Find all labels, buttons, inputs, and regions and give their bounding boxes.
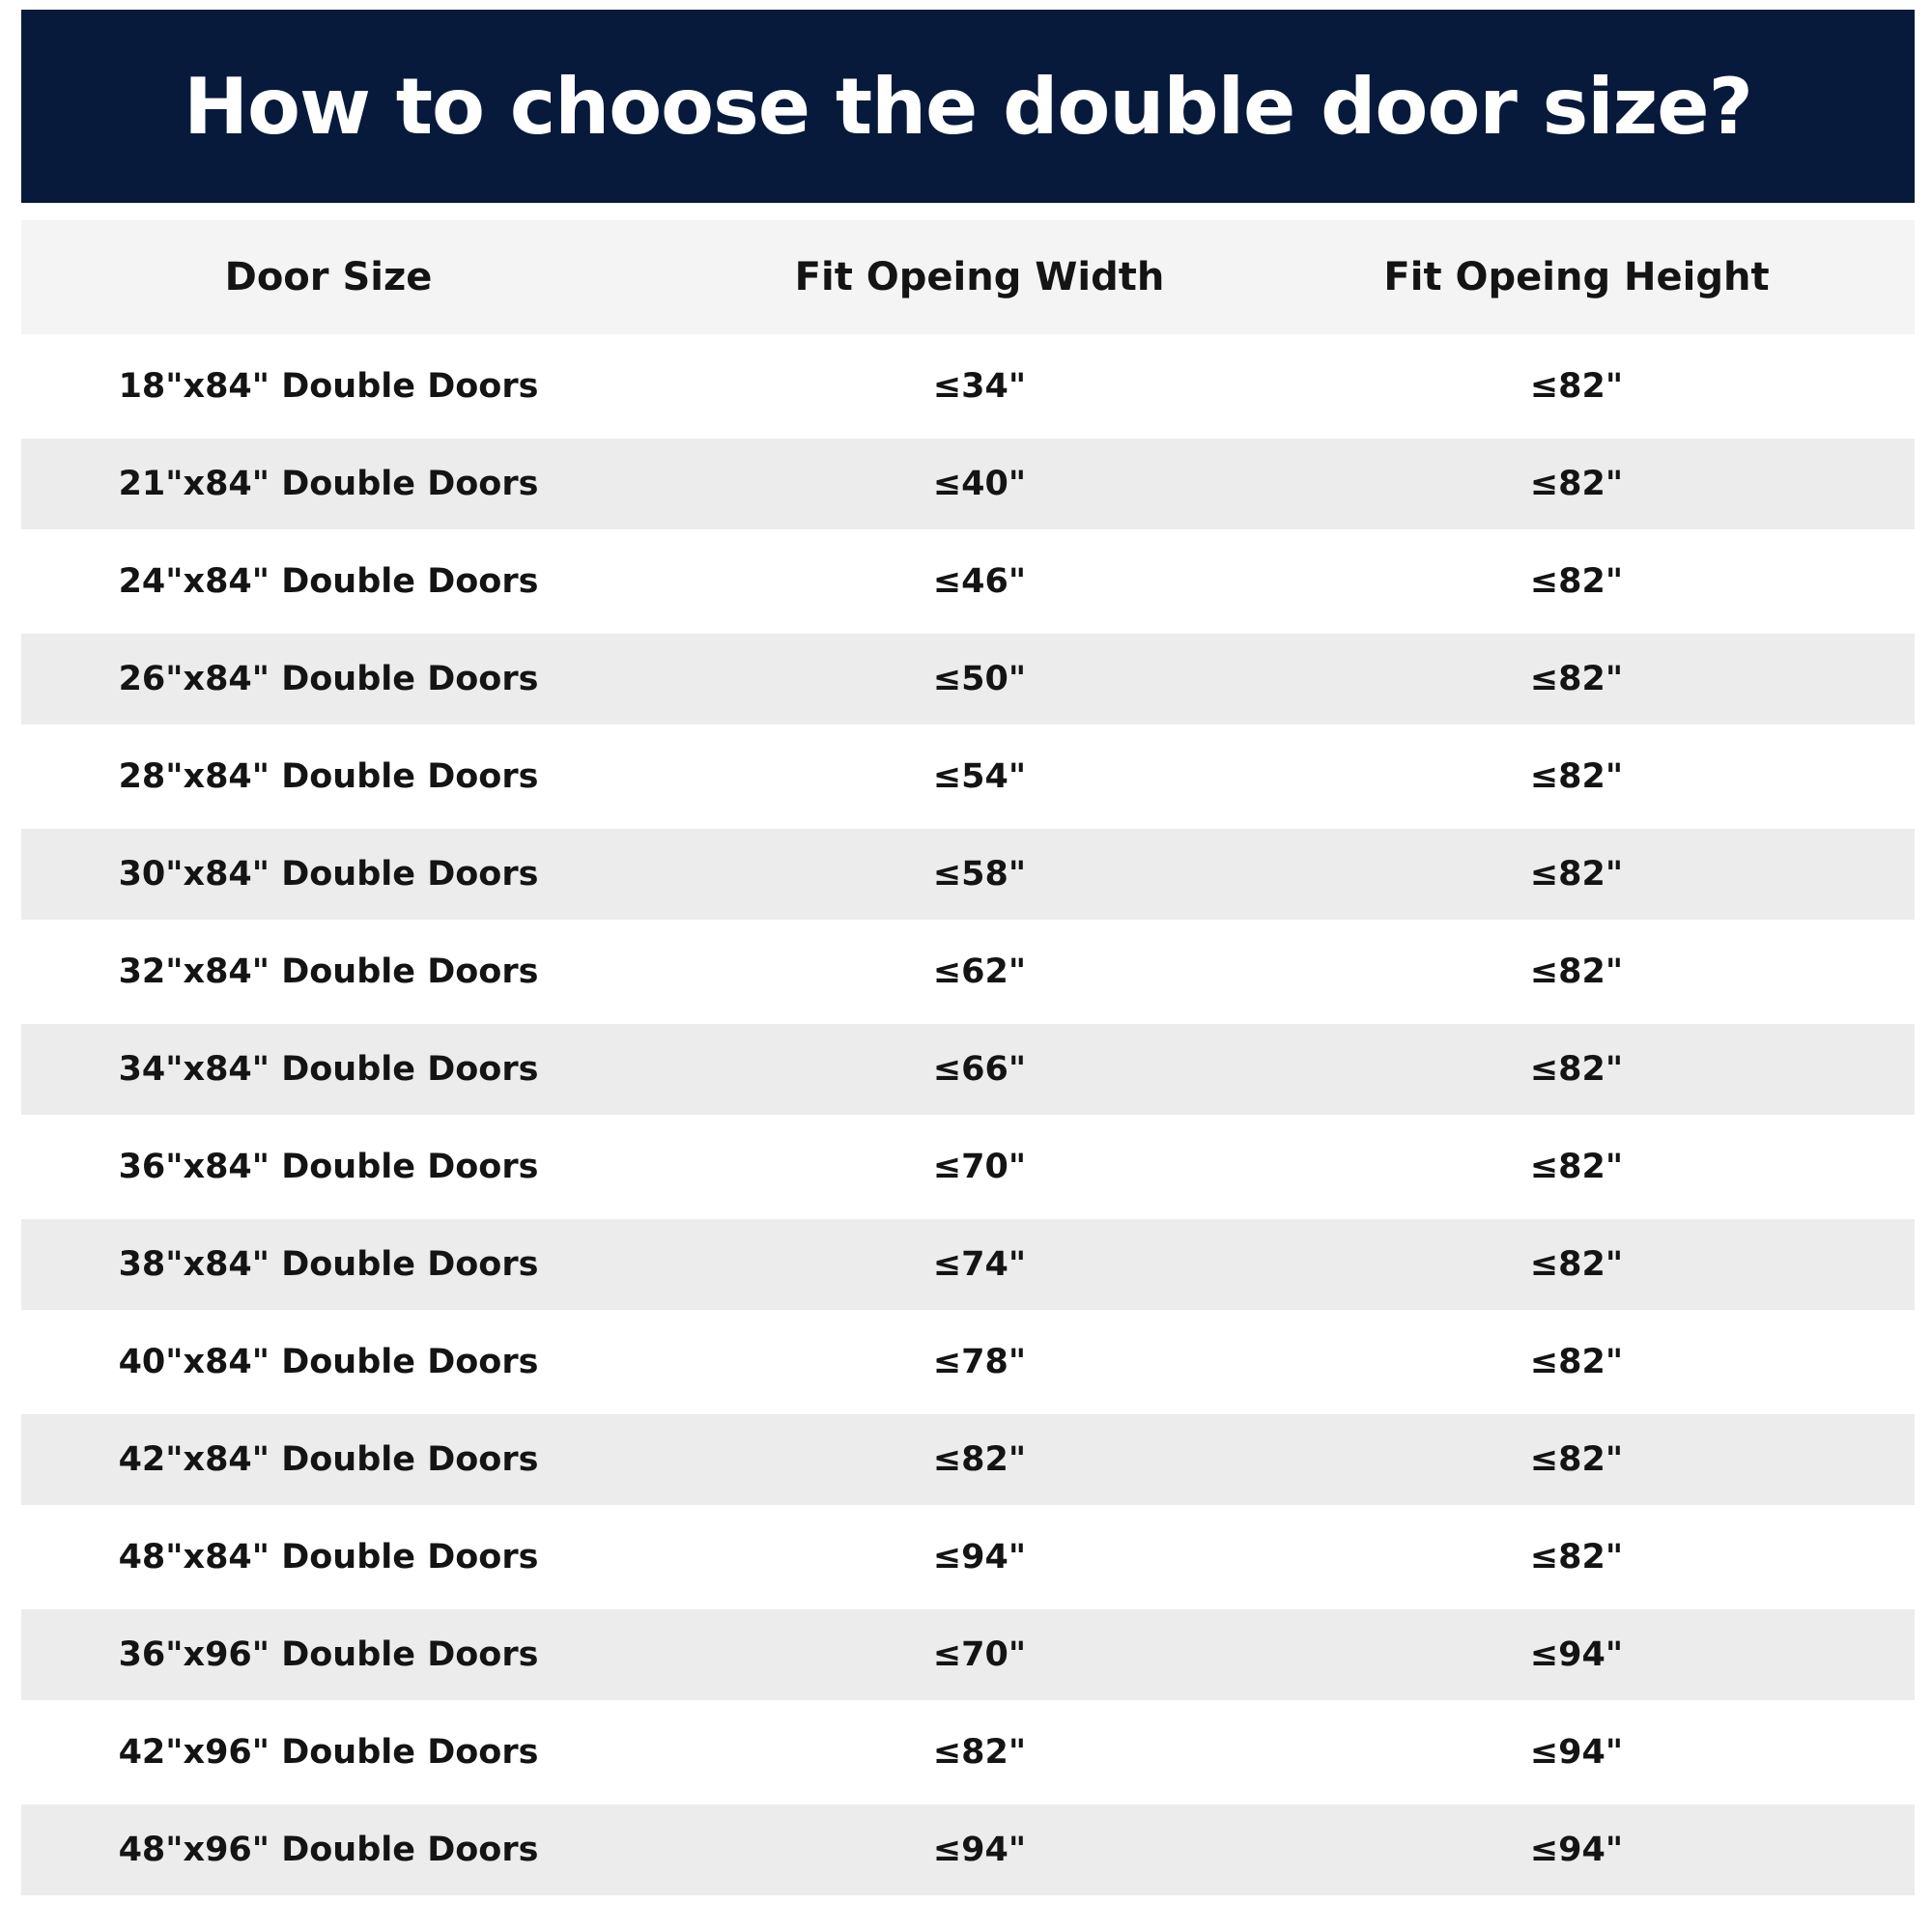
fit-width-cell: ≤58" (932, 855, 1027, 894)
fit-height-cell: ≤82" (1529, 952, 1624, 991)
fit-width-cell: ≤74" (932, 1245, 1027, 1284)
fit-height-cell: ≤82" (1529, 855, 1624, 894)
fit-height-cell: ≤82" (1529, 660, 1624, 698)
door-size-cell: 30"x84" Double Doors (118, 855, 539, 894)
table-row (21, 1804, 1915, 1895)
door-size-table (21, 220, 1915, 1895)
header-fit-opening-width: Fit Opeing Width (794, 255, 1165, 299)
table-row (21, 1700, 1915, 1804)
fit-height-cell: ≤82" (1529, 1538, 1624, 1577)
door-size-cell: 48"x84" Double Doors (118, 1538, 539, 1577)
fit-height-cell: ≤82" (1529, 1440, 1624, 1479)
door-size-cell: 32"x84" Double Doors (118, 952, 539, 991)
table-row (21, 1219, 1915, 1310)
door-size-cell: 42"x84" Double Doors (118, 1440, 539, 1479)
table-row (21, 829, 1915, 920)
page-title: How to choose the double door size? (184, 61, 1752, 152)
table-row (21, 529, 1915, 634)
fit-height-cell: ≤94" (1529, 1733, 1624, 1772)
table-row (21, 1115, 1915, 1219)
door-size-cell: 24"x84" Double Doors (118, 562, 539, 601)
fit-width-cell: ≤94" (932, 1538, 1027, 1577)
fit-width-cell: ≤70" (932, 1635, 1027, 1674)
door-size-cell: 48"x96" Double Doors (118, 1831, 539, 1869)
door-size-cell: 40"x84" Double Doors (118, 1343, 539, 1381)
fit-height-cell: ≤82" (1529, 562, 1624, 601)
fit-width-cell: ≤70" (932, 1148, 1027, 1186)
fit-height-cell: ≤94" (1529, 1831, 1624, 1869)
fit-width-cell: ≤54" (932, 757, 1027, 796)
table-row (21, 334, 1915, 439)
fit-height-cell: ≤82" (1529, 1343, 1624, 1381)
table-row (21, 439, 1915, 529)
fit-height-cell: ≤82" (1529, 1148, 1624, 1186)
fit-height-cell: ≤82" (1529, 1245, 1624, 1284)
door-size-cell: 36"x84" Double Doors (118, 1148, 539, 1186)
title-banner (21, 10, 1915, 203)
header-door-size: Door Size (224, 255, 433, 299)
fit-width-cell: ≤34" (932, 367, 1027, 406)
fit-width-cell: ≤62" (932, 952, 1027, 991)
fit-width-cell: ≤82" (932, 1733, 1027, 1772)
table-row (21, 1505, 1915, 1609)
table-row (21, 634, 1915, 724)
table-row (21, 1310, 1915, 1414)
door-size-cell: 21"x84" Double Doors (118, 465, 539, 503)
fit-width-cell: ≤82" (932, 1440, 1027, 1479)
table-row (21, 724, 1915, 829)
fit-width-cell: ≤78" (932, 1343, 1027, 1381)
door-size-cell: 38"x84" Double Doors (118, 1245, 539, 1284)
table-header-row (21, 220, 1915, 334)
door-size-cell: 18"x84" Double Doors (118, 367, 539, 406)
table-row (21, 920, 1915, 1024)
fit-height-cell: ≤82" (1529, 757, 1624, 796)
fit-width-cell: ≤94" (932, 1831, 1027, 1869)
header-fit-opening-height: Fit Opeing Height (1383, 255, 1770, 299)
door-size-cell: 34"x84" Double Doors (118, 1050, 539, 1089)
door-size-cell: 26"x84" Double Doors (118, 660, 539, 698)
table-row (21, 1414, 1915, 1505)
door-size-cell: 36"x96" Double Doors (118, 1635, 539, 1674)
table-body (21, 334, 1915, 1895)
fit-width-cell: ≤40" (932, 465, 1027, 503)
table-row (21, 1024, 1915, 1115)
fit-height-cell: ≤82" (1529, 465, 1624, 503)
door-size-cell: 28"x84" Double Doors (118, 757, 539, 796)
door-size-cell: 42"x96" Double Doors (118, 1733, 539, 1772)
table-row (21, 1609, 1915, 1700)
fit-height-cell: ≤94" (1529, 1635, 1624, 1674)
fit-height-cell: ≤82" (1529, 1050, 1624, 1089)
fit-width-cell: ≤46" (932, 562, 1027, 601)
fit-width-cell: ≤50" (932, 660, 1027, 698)
fit-height-cell: ≤82" (1529, 367, 1624, 406)
fit-width-cell: ≤66" (932, 1050, 1027, 1089)
